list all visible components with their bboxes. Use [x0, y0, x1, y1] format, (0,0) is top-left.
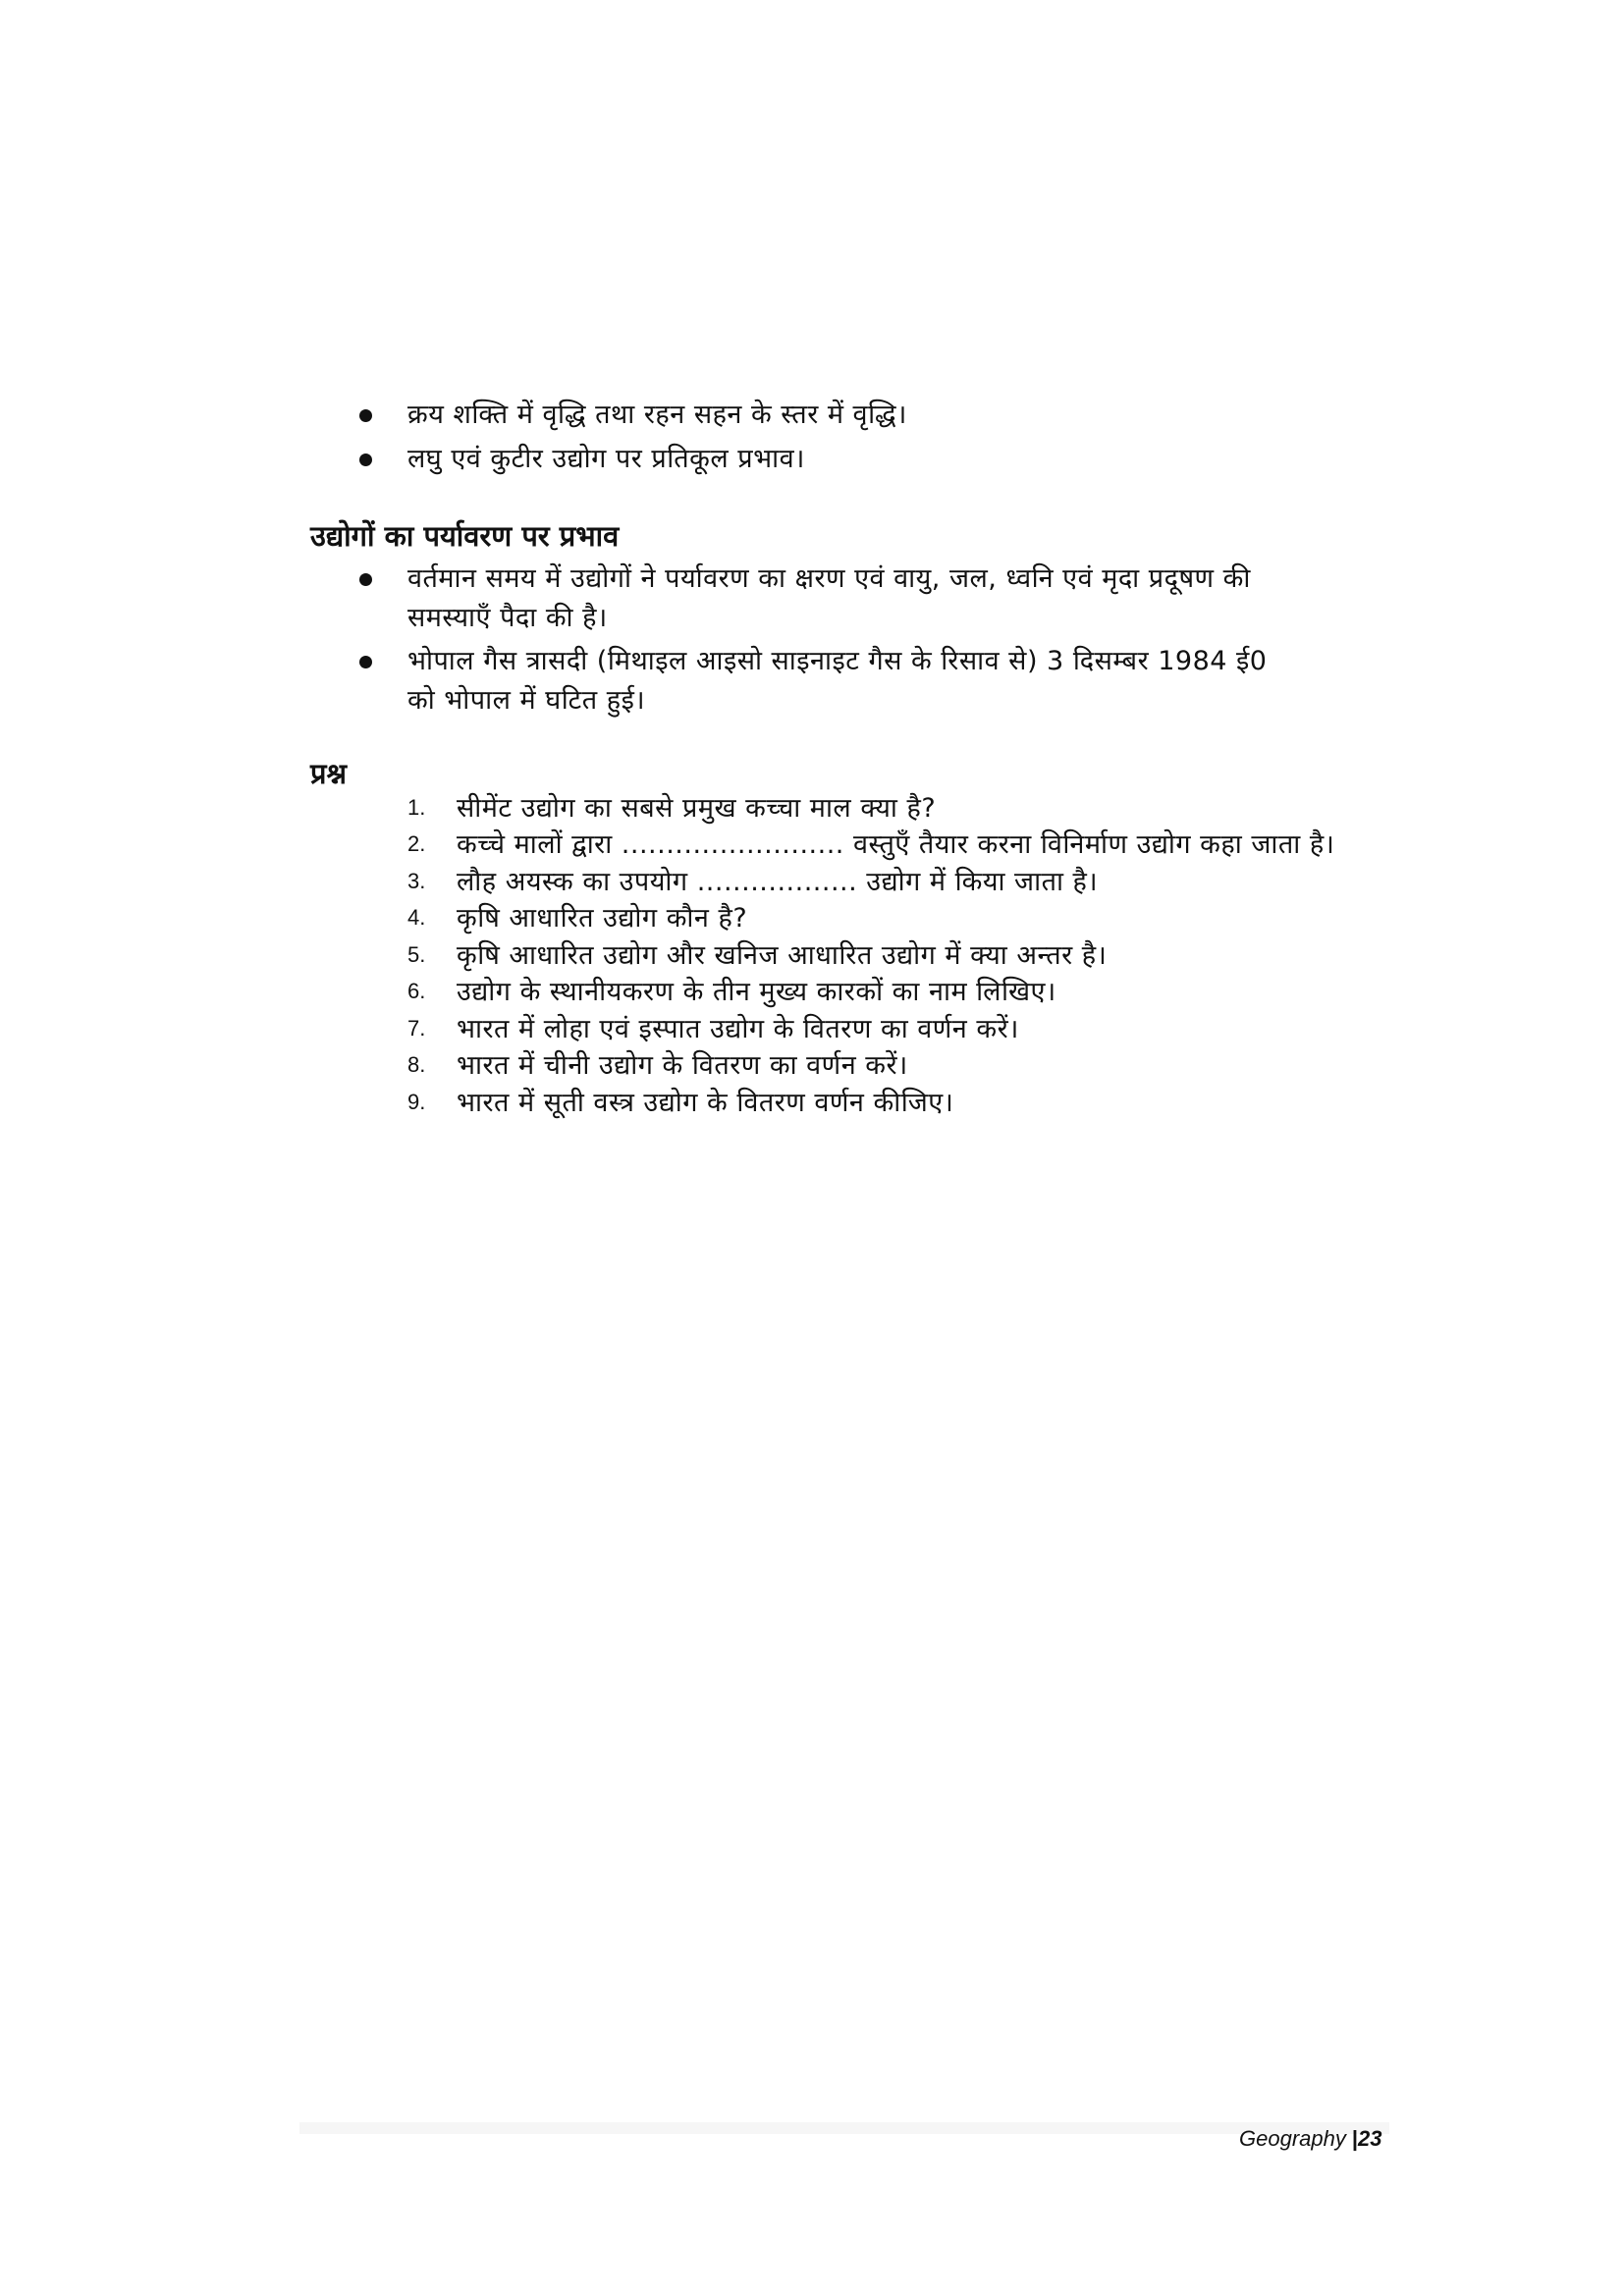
- section-heading: उद्योगों का पर्यावरण पर प्रभाव: [310, 519, 620, 553]
- question-number: 3.: [407, 869, 426, 893]
- question-text: भारत में सूती वस्त्र उद्योग के वितरण वर्णन कीजिए।: [457, 1088, 954, 1118]
- bullet-icon: [359, 409, 372, 422]
- footer-subject: Geography: [1239, 2126, 1346, 2151]
- question-text: कृषि आधारित उद्योग कौन है?: [457, 903, 748, 934]
- footer-separator: |: [1351, 2126, 1359, 2151]
- question-number: 7.: [407, 1016, 426, 1041]
- bullet-icon: [359, 573, 372, 586]
- question-text: कच्चे मालों द्वारा ......................... वस्तुएँ तैयार करना विनिर्माण उद्योग कहा जाता है।: [457, 829, 1335, 860]
- question-number: 5.: [407, 942, 426, 967]
- page-number: 23: [1358, 2126, 1382, 2151]
- bullet-text: क्रय शक्ति में वृद्धि तथा रहन सहन के स्तर में वृद्धि।: [407, 400, 907, 430]
- question-number: 9.: [407, 1090, 426, 1114]
- bullet-icon: [359, 656, 372, 668]
- question-text: कृषि आधारित उद्योग और खनिज आधारित उद्योग में क्या अन्तर है।: [457, 940, 1108, 971]
- bullet-icon: [359, 454, 372, 466]
- question-text: सीमेंट उद्योग का सबसे प्रमुख कच्चा माल क्या है?: [457, 793, 937, 824]
- bullet-text: भोपाल गैस त्रासदी (मिथाइल आइसो साइनाइट गैस के रिसाव से) 3 दिसम्बर 1984 ई0: [407, 646, 1268, 676]
- section-heading: प्रश्न: [310, 757, 348, 790]
- question-text: भारत में चीनी उद्योग के वितरण का वर्णन करें।: [457, 1050, 908, 1081]
- bullet-text-continued: समस्याएँ पैदा की है।: [407, 603, 608, 633]
- question-number: 8.: [407, 1052, 426, 1077]
- question-number: 4.: [407, 905, 426, 930]
- question-text: भारत में लोहा एवं इस्पात उद्योग के वितरण का वर्णन करें।: [457, 1014, 1019, 1044]
- question-number: 2.: [407, 831, 426, 856]
- bullet-text: लघु एवं कुटीर उद्योग पर प्रतिकूल प्रभाव।: [407, 444, 805, 474]
- question-text: उद्योग के स्थानीयकरण के तीन मुख्य कारकों का नाम लिखिए।: [457, 977, 1056, 1007]
- bullet-text-continued: को भोपाल में घटित हुई।: [407, 685, 646, 716]
- footer-divider: [299, 2122, 1389, 2134]
- bullet-text: वर्तमान समय में उद्योगों ने पर्यावरण का क्षरण एवं वायु, जल, ध्वनि एवं मृदा प्रदूषण की: [407, 563, 1251, 594]
- question-text: लौह अयस्क का उपयोग .................. उद्योग में किया जाता है।: [457, 867, 1099, 897]
- question-number: 1.: [407, 795, 426, 820]
- page-footer: [1239, 2126, 1382, 2152]
- question-number: 6.: [407, 979, 426, 1003]
